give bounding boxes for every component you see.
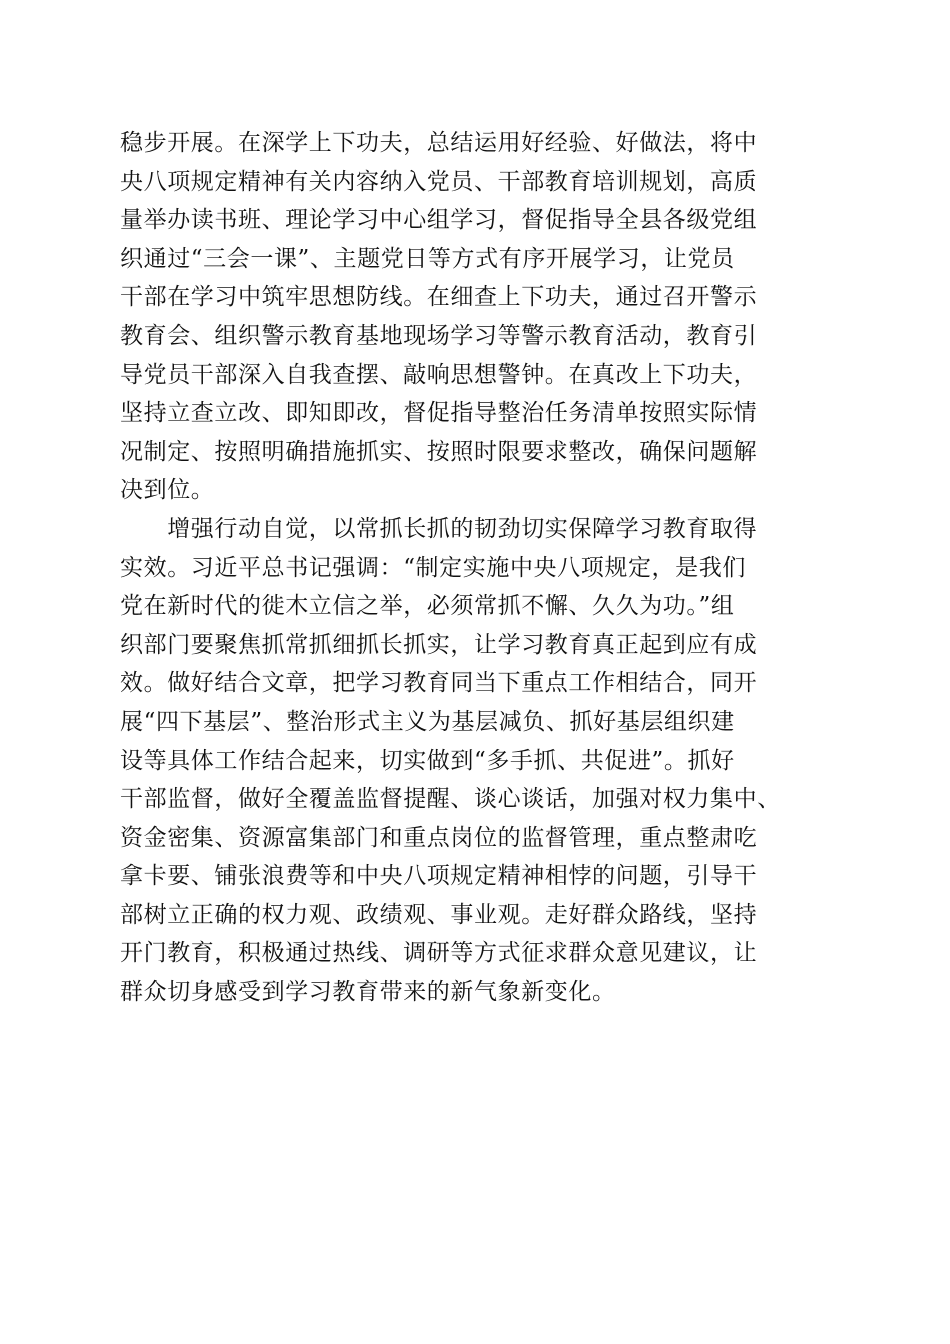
text-line: 干部监督，做好全覆盖监督提醒、谈心谈话，加强对权力集中、	[120, 786, 781, 813]
text-line: 决到位。	[120, 477, 215, 504]
document-body	[120, 124, 830, 1012]
paragraph-1	[120, 124, 830, 510]
text-line: 党在新时代的徙木立信之举，必须常抓不懈、久久为功。”组	[120, 593, 735, 620]
text-line: 拿卡要、铺张浪费等和中央八项规定精神相悖的问题，引导干	[120, 863, 758, 890]
text-line: 群众切身感受到学习教育带来的新气象新变化。	[120, 979, 616, 1006]
text-line: 量举办读书班、理论学习中心组学习，督促指导全县各级党组	[120, 207, 758, 234]
text-line: 织部门要聚焦抓常抓细抓长抓实，让学习教育真正起到应有成	[120, 631, 758, 658]
text-line: 导党员干部深入自我查摆、敲响思想警钟。在真改上下功夫，	[120, 361, 758, 388]
text-line: 坚持立查立改、即知即改，督促指导整治任务清单按照实际情	[120, 400, 758, 427]
text-line: 展“四下基层”、整治形式主义为基层减负、抓好基层组织建	[120, 708, 735, 735]
text-line: 教育会、组织警示教育基地现场学习等警示教育活动，教育引	[120, 322, 758, 349]
text-line: 设等具体工作结合起来，切实做到“多手抓、共促进”。抓好	[120, 747, 735, 774]
text-line: 开门教育，积极通过热线、调研等方式征求群众意见建议，让	[120, 940, 758, 967]
text-line: 增强行动自觉，以常抓长抓的韧劲切实保障学习教育取得	[120, 515, 758, 542]
text-line: 资金密集、资源富集部门和重点岗位的监督管理，重点整肃吃	[120, 824, 758, 851]
text-line: 效。做好结合文章，把学习教育同当下重点工作相结合，同开	[120, 670, 758, 697]
paragraph-2	[120, 510, 830, 1012]
text-line: 织通过“三会一课”、主题党日等方式有序开展学习，让党员	[120, 245, 735, 272]
text-line: 干部在学习中筑牢思想防线。在细查上下功夫，通过召开警示	[120, 284, 758, 311]
text-line: 央八项规定精神有关内容纳入党员、干部教育培训规划，高质	[120, 168, 758, 195]
text-line: 况制定、按照明确措施抓实、按照时限要求整改，确保问题解	[120, 438, 758, 465]
text-line: 稳步开展。在深学上下功夫，总结运用好经验、好做法，将中	[120, 130, 758, 156]
text-line: 部树立正确的权力观、政绩观、事业观。走好群众路线，坚持	[120, 901, 758, 928]
text-line: 实效。习近平总书记强调：“制定实施中央八项规定，是我们	[120, 554, 746, 581]
